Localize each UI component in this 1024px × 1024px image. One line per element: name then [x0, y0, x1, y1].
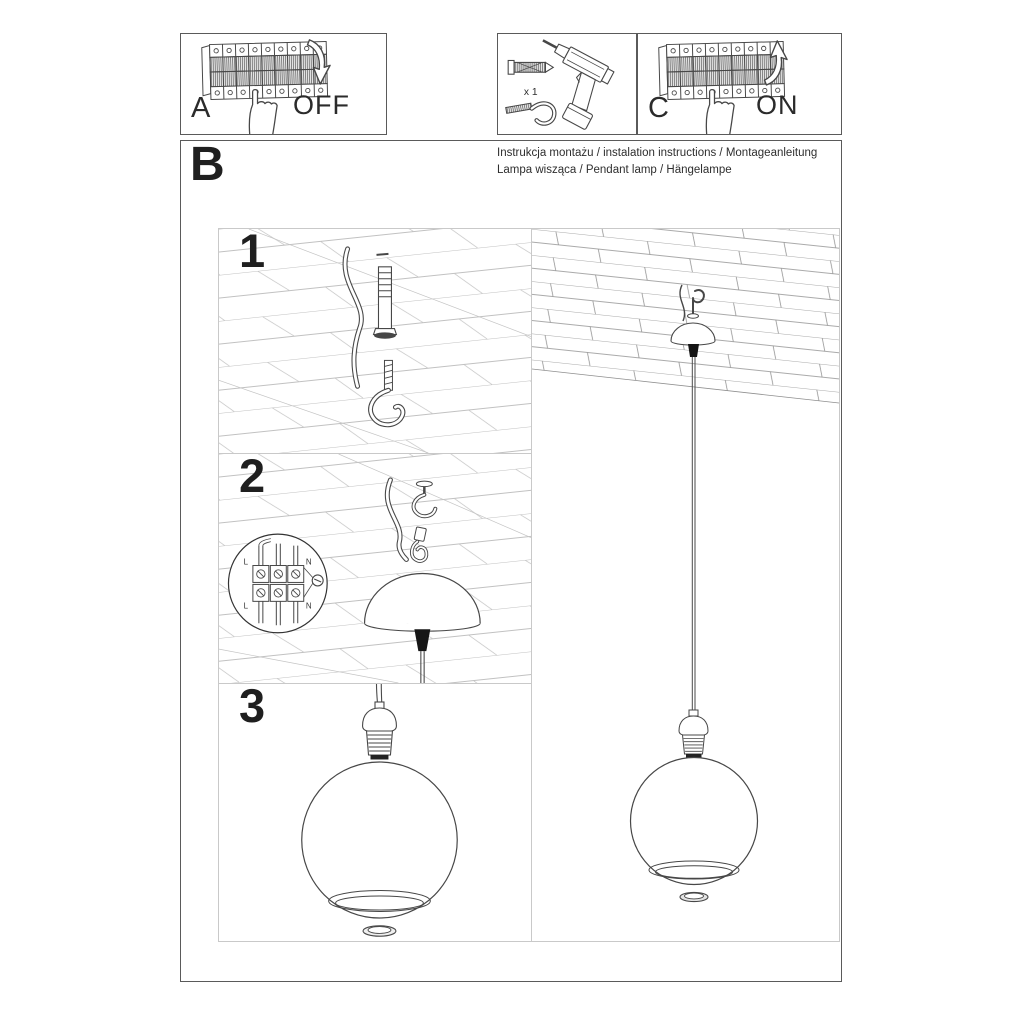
terminal-label-l-bottom: L	[243, 601, 249, 611]
box-c-label: C	[648, 92, 669, 124]
lamp-socket-icon	[363, 702, 397, 760]
step-3-number: 3	[239, 679, 266, 732]
step-2-panel	[219, 449, 531, 684]
tools-box	[497, 33, 637, 135]
section-b-label: B	[190, 138, 225, 191]
step-2-number: 2	[239, 449, 266, 502]
manual-titles	[497, 145, 817, 178]
section-b-frame	[180, 140, 842, 982]
anchor-quantity-label: x 1	[523, 86, 538, 98]
step-c-power-on-box	[637, 33, 842, 135]
pendant-cord	[692, 357, 695, 716]
terminal-label-n-top: N	[305, 557, 312, 567]
glass-ring-icon	[363, 926, 396, 936]
wall-anchor-icon	[508, 60, 553, 74]
wiring-detail-circle	[228, 534, 327, 633]
lamp-socket-icon	[679, 710, 708, 758]
title-line-1: Instrukcja montażu / instalation instructions / Montageanleitung	[497, 147, 818, 159]
ceiling-hook-icon	[506, 103, 555, 123]
step-a-power-off-box	[180, 33, 387, 135]
assembled-lamp-panel	[532, 229, 839, 941]
drill-icon	[515, 34, 616, 130]
terminal-label-l-top: L	[243, 557, 249, 567]
off-label: OFF	[293, 90, 350, 120]
terminal-label-n-bottom: N	[305, 601, 312, 611]
on-label: ON	[756, 90, 799, 120]
glass-sphere-icon	[302, 762, 458, 918]
step-1-number: 1	[239, 224, 266, 277]
step-3-panel	[219, 679, 531, 941]
box-a-label: A	[191, 92, 211, 124]
step-1-panel	[219, 224, 531, 454]
title-line-2: Lampa wisząca / Pendant lamp / Hängelampe	[497, 163, 732, 176]
ceiling-pattern	[532, 229, 839, 403]
instruction-panels	[218, 224, 840, 942]
glass-ring-icon	[680, 892, 708, 901]
